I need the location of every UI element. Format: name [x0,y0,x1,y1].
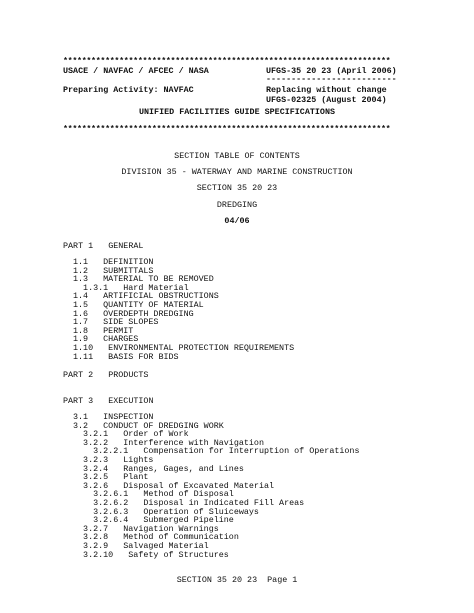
division-heading: DIVISION 35 - WATERWAY AND MARINE CONSTRUCTION [121,167,353,177]
toc-entry: 3.2.9 Salvaged Material [73,541,209,551]
toc-entry: 1.7 SIDE SLOPES [73,317,159,328]
section-toc-heading: SECTION TABLE OF CONTENTS [174,151,300,161]
toc-entry: 3.2.3 Lights [73,455,154,465]
toc-entry: 1.9 CHARGES [73,334,139,345]
toc-entry: 3.2.6.1 Method of Disposal [73,489,234,500]
toc-entry: 1.4 ARTIFICIAL OBSTRUCTIONS [73,291,219,302]
section-number-heading: SECTION 35 20 23 [196,183,278,193]
header-bottom-rule: ********************************************************************** [63,124,391,134]
toc-entry: 3.2.6 Disposal of Excavated Material [73,480,275,491]
toc-entry: 3.2.6.4 Submerged Pipeline [73,515,234,526]
toc-entry: 1.10 ENVIRONMENTAL PROTECTION REQUIREMENTS [73,343,295,353]
toc-entry: 1.5 QUANTITY OF MATERIAL [73,300,204,310]
section-name-heading: DREDGING [216,200,258,210]
header-replacing-note: Replacing without change [266,85,387,95]
toc-entry: 3.2.10 Safety of Structures [73,549,229,560]
document-title: UNIFIED FACILITIES GUIDE SPECIFICATIONS [138,107,335,117]
toc-entry: 3.2 CONDUCT OF DREDGING WORK [73,420,224,431]
toc-entry: 1.3 MATERIAL TO BE REMOVED [73,274,214,285]
toc-entry: 3.2.7 Navigation Warnings [73,523,219,534]
toc-entry: 3.2.4 Ranges, Gages, and Lines [73,463,244,474]
header-spec-number: UFGS-35 20 23 (April 2006) [266,66,397,76]
toc-entry: 1.6 OVERDEPTH DREDGING [73,308,194,319]
toc-entry: 1.8 PERMIT [73,325,134,336]
part1-title: PART 1 GENERAL [63,241,144,251]
toc-entry: 3.2.6.3 Operation of Sluiceways [73,506,259,517]
header-organization: USACE / NAVFAC / AFCEC / NASA [63,66,209,76]
toc-entry: 1.11 BASIS FOR BIDS [73,351,179,362]
toc-entry: 3.2.2 Interference with Navigation [73,437,264,448]
header-spec-underline: -------------------------- [266,74,397,84]
toc-entry: 3.2.8 Method of Communication [73,532,239,543]
header-top-rule: ********************************************************************** [63,56,391,66]
header-old-spec: UFGS-02325 (August 2004) [266,95,387,105]
toc-entry: 3.2.6.2 Disposal in Indicated Fill Areas [73,498,305,508]
header-preparing-activity: Preparing Activity: NAVFAC [63,85,194,95]
toc-entry: 3.2.5 Plant [73,472,149,483]
toc-entry: 3.1 INSPECTION [73,412,154,422]
part2-title: PART 2 PRODUCTS [63,370,149,380]
section-date: 04/06 [224,216,250,226]
toc-entry: 1.1 DEFINITION [73,257,154,267]
toc-entry: 1.2 SUBMITTALS [73,265,154,276]
page-footer: SECTION 35 20 23 Page 1 [176,575,298,585]
toc-entry: 3.2.2.1 Compensation for Interruption of Operations [73,446,360,457]
toc-entry: 3.2.1 Order of Work [73,429,189,440]
part3-title: PART 3 EXECUTION [63,396,154,406]
toc-entry: 1.3.1 Hard Material [73,282,189,293]
